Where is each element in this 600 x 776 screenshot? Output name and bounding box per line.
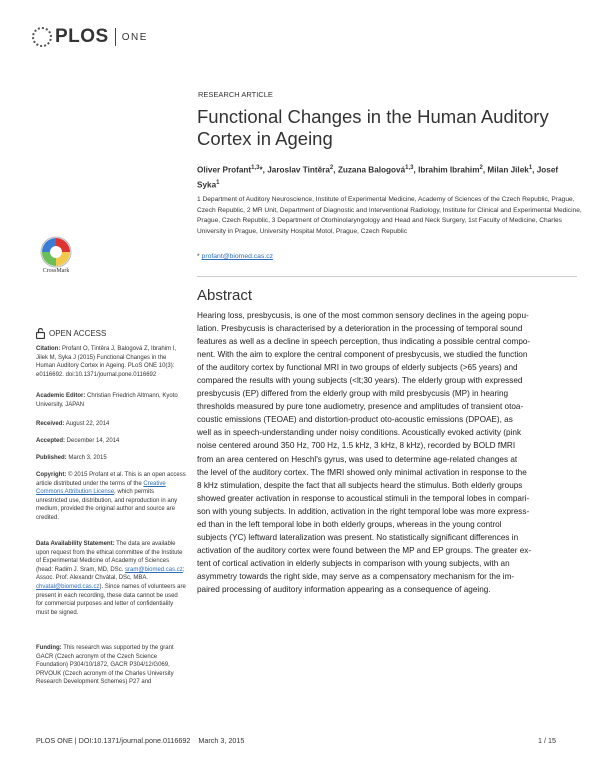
abstract-line: from an area centered on Heschl's gyrus, was used to determine age-related changes at (197, 454, 518, 464)
copyright (36, 471, 186, 523)
author-affiliation-sup: 1,3 (251, 165, 260, 171)
abstract-line: presbycusis (EP) differed from the elderly group with mild presbycusis (MP) in hearing (197, 389, 509, 399)
abstract-line: activation of the auditory cortex were found between the MP and EP groups. The greater ex- (197, 545, 532, 555)
open-access-label: OPEN ACCESS (49, 329, 107, 338)
corresponding-email (197, 253, 273, 260)
license-link[interactable]: Creative Commons Attribution License (36, 480, 166, 496)
copyright-label: Copyright: (36, 472, 67, 478)
author-name: Zuzana Balogová (337, 165, 406, 175)
received-label: Received: (36, 421, 65, 427)
open-lock-icon (36, 328, 45, 339)
copyright-text-end: , which permits unrestricted use, distribution, and reproduction in any medium, provided the original author and source are credited. (36, 489, 178, 521)
author-name: Ibrahim Ibrahim (418, 165, 480, 175)
abstract-line: son with young subjects. In addition, activation in the right temporal lobe was more express- (197, 506, 530, 516)
abstract-line: lation. Presbycusis is characterised by a deterioration in the processing of temporal sound (197, 324, 523, 334)
author-name: Milan Jilek (487, 165, 529, 175)
crossmark-icon (36, 234, 76, 286)
article-type: RESEARCH ARTICLE (198, 90, 273, 99)
editor-label: Academic Editor: (36, 393, 86, 399)
author-name: Josef Syka (197, 165, 559, 190)
accepted-date (36, 437, 186, 446)
abstract-line: Hearing loss, presbycusis, is one of the most common sensory declines in the ageing popu- (197, 311, 529, 320)
author-affiliation-sup: 1 (216, 179, 220, 186)
citation-text: Profant O, Tintěra J, Balogová Z, Ibrahim I, Jilek M, Syka J (2015) Functional Changes in the Human Auditory Cortex in Ageing. PLoS ONE 10(3): e0116692. doi:10.1371/journal.pone.0116692 (36, 346, 177, 378)
email-mark: * (197, 253, 200, 260)
author-affiliation-sup: 2 (329, 165, 334, 171)
abstract-line: tent of cortical activation in elderly subjects in comparison with young subjects, with an (197, 558, 510, 568)
published-text: March 3, 2015 (66, 455, 107, 461)
abstract-line: the level of the auditory cortex. The fMRI showed only minimal activation in response to the (197, 467, 527, 477)
abstract-heading: Abstract (197, 287, 253, 304)
abstract-line: showed greater activation in response to acoustical stimuli in the temporal lobes in compari- (197, 493, 530, 503)
abstract-line: 8 kHz stimulation, despite the fact that all subjects heard the stimulus. Both elderly groups (197, 480, 523, 490)
footer-sep-1: | (74, 736, 79, 745)
abstract-line: noise centered around 350 Hz, 700 Hz, 1.5 kHz, 3 kHz, 8 kHz), recorded by BOLD fMRI (197, 441, 516, 451)
abstract-line: features as well as a decline in speech perception, thus indicating a possible central compo- (197, 337, 531, 347)
sram-email-link[interactable]: sram@biomed.cas.cz (125, 566, 183, 573)
logo-divider (115, 28, 116, 46)
footer (36, 736, 244, 745)
accepted-text: December 14, 2014 (65, 438, 120, 444)
academic-editor (36, 392, 186, 409)
footer-sep-2 (192, 736, 196, 745)
abstract-line: compared the results with young subjects (<lt;30 years). The elderly group with expressed (197, 376, 523, 386)
data-availability-text-2: ; Assoc. Prof. Alexandr Chvátal, DSc, MBA. (36, 566, 185, 582)
funding-text: This research was supported by the grant GACR (Czech acronym of the Czech Science Foundation) P304/10/1872, GACR P304/12/G069, PRVOUK (Czech acronym of the Charles University Research Development Schemes) P27 and (36, 645, 174, 686)
footer-date: March 3, 2015 (198, 736, 245, 745)
author-list (197, 162, 582, 191)
logo-brand: PLOS (55, 26, 109, 47)
citation (36, 345, 186, 379)
chvatal-email-link[interactable]: chvatal@biomed.cas.cz (36, 583, 100, 590)
abstract-body (197, 309, 579, 596)
plos-logo-icon (32, 27, 52, 47)
affiliations: 1 Department of Auditory Neuroscience, Institute of Experimental Medicine, Academy of Sciences of the Czech Republic, Prague, Czech Republic, 2 MR Unit, Department of Diagnostic and Interventional Radiology, Institute for Clinical and Experimental Medicine, Prague, Czech Republic, 3 Department of Otorhinolaryngology and Head and Neck Surgery, 1st Faculty of Medicine, Charles University in Prague, University Hospital Motol, Prague, Czech Republic (197, 196, 582, 235)
abstract-line: thresholds measured by pure tone audiometry, presence and amplitudes of transient otoa- (197, 402, 524, 412)
funding-label: Funding: (36, 645, 62, 651)
email-link[interactable]: profant@biomed.cas.cz (201, 253, 274, 260)
author-separator: , (532, 165, 537, 175)
abstract-line: ed than in the left temporal lobe in both elderly groups, whereas in the young control (197, 519, 502, 529)
abstract-line: nent. With the aim to explore the central component of presbycusis, we studied the function (197, 350, 528, 360)
article-title: Functional Changes in the Human Auditory Cortex in Ageing (197, 106, 549, 149)
copyright-text: © 2015 Profant et al. This is an open access article distributed under the terms of the (36, 472, 186, 487)
author-separator: , (333, 165, 338, 175)
data-availability (36, 540, 186, 617)
author-affiliation-sup: 1 (528, 165, 533, 171)
abstract-line: of the auditory cortex by functional MRI in two groups of elderly subjects (>65 years) and (197, 363, 518, 373)
abstract-line: well as in speech-understanding under noisy conditions. Acoustically evoked activity (pink (197, 428, 522, 438)
author-separator: , (413, 165, 419, 175)
logo-journal: ONE (121, 31, 148, 43)
open-access-badge (36, 328, 106, 339)
author-affiliation-sup: 2 (479, 165, 483, 171)
author-affiliation-sup: 1,3 (405, 165, 414, 171)
received-text: August 22, 2014 (64, 421, 110, 427)
divider (197, 276, 577, 277)
data-availability-label: Data Availability Statement: (36, 541, 115, 547)
abstract-line: subjects (YC) leftward lateralization was present. No statistically significant differences in (197, 532, 519, 542)
plos-one-logo[interactable] (32, 26, 148, 48)
abstract-line: asymmetry towards the right side, may serve as a compensatory mechanism for the im- (197, 571, 515, 581)
data-availability-text: The data are available upon request from the ethical committee of the Institute of Experimental Medicine of Academy of Sciences (head: Radim J. Sram, MD, DSc. (36, 541, 183, 573)
footer-doi[interactable]: DOI:10.1371/journal.pone.0116692 (78, 736, 191, 745)
author-separator: , (482, 165, 488, 175)
abstract-line: coustic emissions (TEOAE) and distortion-product oto-acoustic emissions (DPOAE), as (197, 415, 513, 425)
editor-text: Christian Friedrich Altmann, Kyoto University, JAPAN (36, 393, 178, 408)
received-date (36, 420, 186, 429)
abstract-line: paired processing of auditory information appearing as a consequence of ageing. (197, 584, 491, 594)
author-separator: *, (259, 165, 268, 175)
citation-label: Citation: (36, 346, 61, 352)
crossmark-badge[interactable] (36, 234, 76, 286)
author-name: Jaroslav Tintěra (267, 165, 330, 175)
footer-journal: PLOS ONE (36, 736, 73, 745)
crossmark-label: CrossMark (42, 268, 70, 274)
data-availability-text-3: ). Since names of volunteers are present in each recording, these data cannot be used for commercial purposes and letter of confidentiality must be signed. (36, 583, 186, 616)
published-label: Published: (36, 455, 67, 461)
funding (36, 644, 186, 687)
author-name: Oliver Profant (197, 165, 252, 175)
accepted-label: Accepted: (36, 438, 66, 444)
published-date (36, 454, 186, 463)
page-number: 1 / 15 (538, 736, 556, 745)
